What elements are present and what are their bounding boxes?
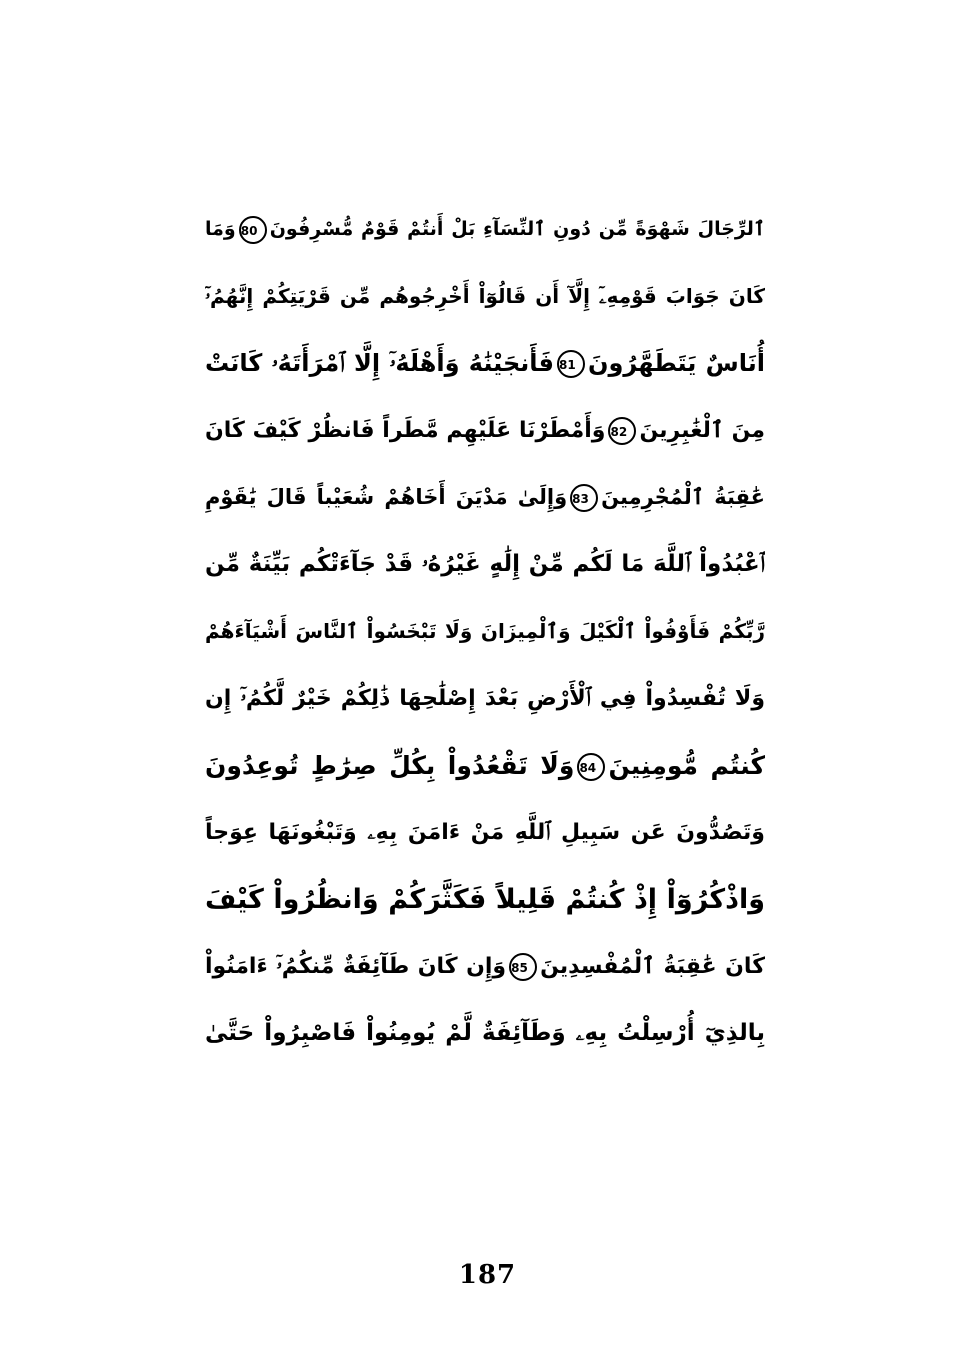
verse-text: وَمَا [205, 218, 236, 240]
verse-text: عَٰقِبَةُ ٱلْمُجْرِمِينَ [601, 485, 765, 509]
verse-text: كُنتُم مُّومِنِينَ [608, 751, 765, 780]
verse-line [205, 866, 765, 933]
verse-text: ٱلرِّجَالَ شَهْوَةً مِّن دُونِ ٱلنِّسَآءِ بَلْ أَنتُمْ قَوْمٌ مُّسْرِفُونَ [269, 218, 765, 240]
ayah-number-marker: 85 [509, 953, 537, 981]
ayah-number-marker: 81 [557, 350, 585, 378]
verse-line [205, 531, 765, 598]
verse-text: وَلَا تَقْعُدُواْ بِكُلِّ صِرَٰطٍ تُوعِدُونَ [205, 751, 575, 780]
verse-line [205, 732, 765, 799]
ayah-number-marker: 82 [608, 417, 636, 445]
verse-text: وَلَا تُفْسِدُواْ فِي ٱلْأَرْضِ بَعْدَ إِصْلَٰحِهَا ذَٰلِكُمْ خَيْرٌ لَّكُمُۥٓ إِن [205, 686, 765, 711]
verse-line [205, 464, 765, 531]
verse-text: وَأَمْطَرْنَا عَلَيْهِم مَّطَراً فَانظُرْ كَيْفَ كَانَ [205, 418, 606, 443]
verse-line [205, 1000, 765, 1067]
verse-text: ٱعْبُدُواْ ٱللَّهَ مَا لَكُم مِّنْ إِلَٰهٍ غَيْرُهُۥ قَدْ جَآءَتْكُم بَيِّنَةٌ مِّن [205, 551, 765, 577]
verse-line [205, 665, 765, 732]
verse-text: وَتَصُدُّونَ عَن سَبِيلِ ٱللَّهِ مَنْ ءَامَنَ بِهِۦ وَتَبْغُونَهَا عِوَجاً [205, 820, 765, 845]
verse-line [205, 598, 765, 665]
verse-text: وَاذْكُرُوٓاْ إِذْ كُنتُمْ قَلِيلاً فَكَثَّرَكُمْ وَانظُرُواْ كَيْفَ [205, 884, 765, 915]
ayah-number-marker: 83 [570, 484, 598, 512]
verse-text: وَإِن كَانَ طَآئِفَةٌ مِّنكُمُۥٓ ءَامَنُواْ [205, 954, 507, 979]
verse-line [205, 799, 765, 866]
page-number: 187 [458, 1260, 517, 1290]
verse-text: كَانَ جَوَابَ قَوْمِهِۦٓ إِلَّآ أَن قَالُوٓاْ أَخْرِجُوهُم مِّن قَرْيَتِكُمْ إِنَّهُمُۥٓ [205, 284, 765, 308]
verse-text: رَّبِّكُمْ فَأَوْفُواْ ٱلْكَيْلَ وَٱلْمِيزَانَ وَلَا تَبْخَسُواْ ٱلنَّاسَ أَشْيَآءَهُمْ [205, 619, 765, 643]
verse-line [205, 933, 765, 1000]
verse-text: وَإِلَىٰ مَدْيَنَ أَخَاهُمْ شُعَيْباً قَالَ يَٰقَوْمِ [205, 485, 568, 509]
verse-line [205, 263, 765, 330]
verse-line [205, 196, 765, 263]
verse-text: فَأَنجَيْنَٰهُ وَأَهْلَهُۥٓ إِلَّا ٱمْرَأَتَهُۥ كَانَتْ [205, 349, 554, 377]
verse-text: مِنَ ٱلْغَٰبِرِينَ [639, 418, 765, 443]
ayah-number-marker: 80 [239, 216, 267, 244]
verse-text: أُنَاسٌ يَتَطَهَّرُونَ [587, 349, 765, 377]
verse-text: كَانَ عَٰقِبَةُ ٱلْمُفْسِدِينَ [540, 954, 765, 979]
ayah-number-marker: 84 [577, 753, 605, 781]
verse-line [205, 330, 765, 397]
verse-line [205, 397, 765, 464]
quran-text-block [205, 196, 765, 1067]
verse-text: بِالذِيٓ أُرْسِلْتُ بِهِۦ وَطَآئِفَةٌ لَّمْ يُومِنُواْ فَاصْبِرُواْ حَتَّىٰ [205, 1020, 765, 1046]
